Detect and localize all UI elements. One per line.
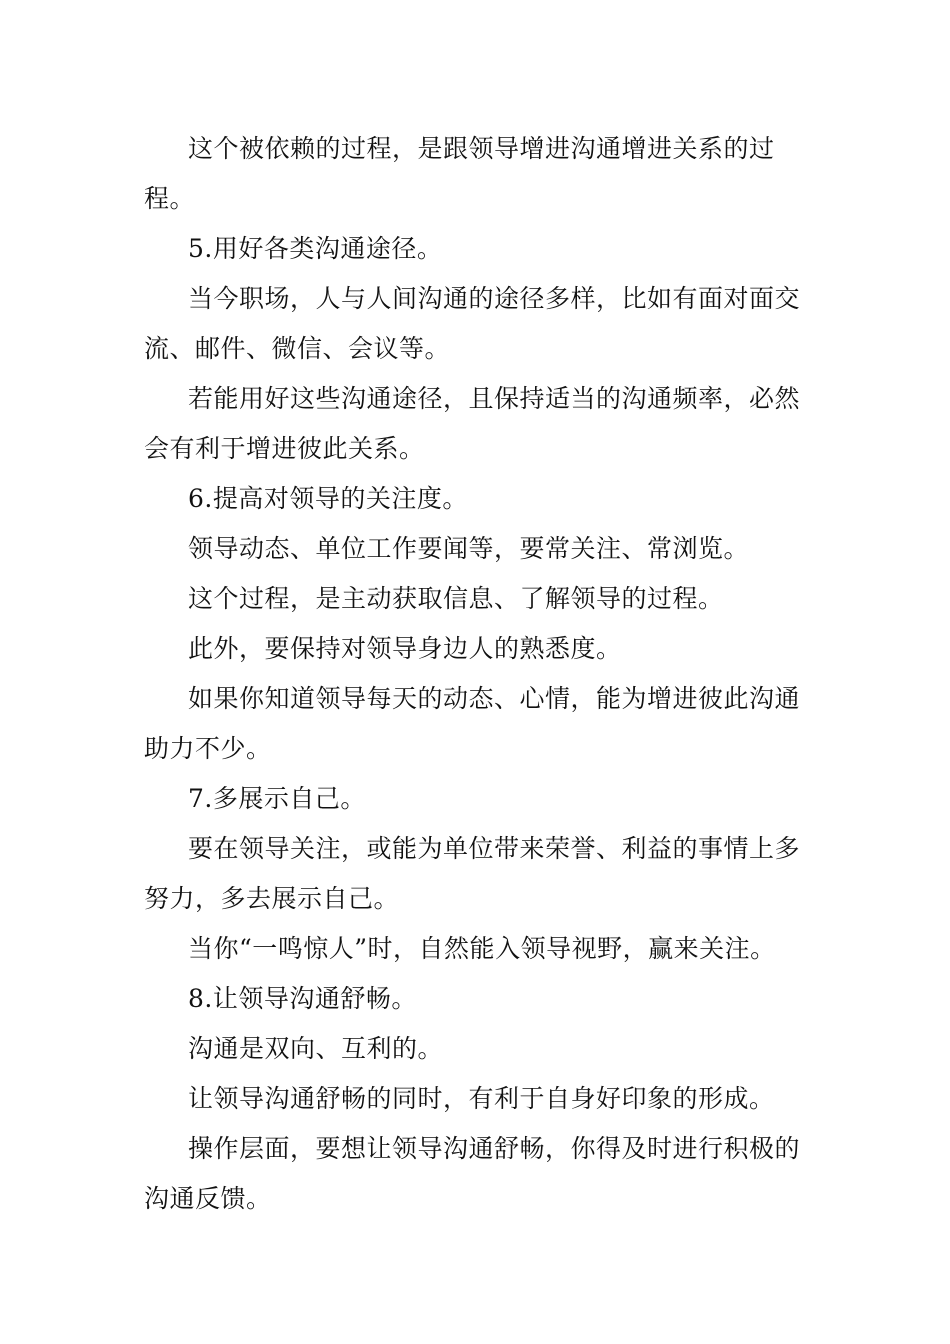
paragraph: 领导动态、单位工作要闻等，要常关注、常浏览。 — [188, 534, 750, 563]
section-heading: 7.多展示自己。 — [188, 784, 366, 813]
paragraph: 让领导沟通舒畅的同时，有利于自身好印象的形成。 — [188, 1084, 775, 1113]
paragraph: 沟通是双向、互利的。 — [188, 1034, 444, 1063]
paragraph: 若能用好这些沟通途径，且保持适当的沟通频率，必然会有利于增进彼此关系。 — [144, 384, 801, 463]
paragraph: 当今职场，人与人间沟通的途径多样，比如有面对面交流、邮件、微信、会议等。 — [144, 284, 801, 363]
paragraph: 如果你知道领导每天的动态、心情，能为增进彼此沟通助力不少。 — [144, 684, 801, 763]
paragraph: 这个被依赖的过程，是跟领导增进沟通增进关系的过程。 — [144, 134, 775, 213]
paragraph: 这个过程，是主动获取信息、了解领导的过程。 — [188, 584, 724, 613]
paragraph: 此外，要保持对领导身边人的熟悉度。 — [188, 634, 622, 663]
section-heading: 5.用好各类沟通途径。 — [188, 234, 443, 263]
section-heading: 8.让领导沟通舒畅。 — [188, 984, 417, 1013]
paragraph: 当你“一鸣惊人”时，自然能入领导视野，赢来关注。 — [188, 934, 776, 963]
section-heading: 6.提高对领导的关注度。 — [188, 484, 468, 513]
paragraph: 要在领导关注，或能为单位带来荣誉、利益的事情上多努力，多去展示自己。 — [144, 834, 801, 913]
paragraph: 操作层面，要想让领导沟通舒畅，你得及时进行积极的沟通反馈。 — [144, 1134, 801, 1213]
